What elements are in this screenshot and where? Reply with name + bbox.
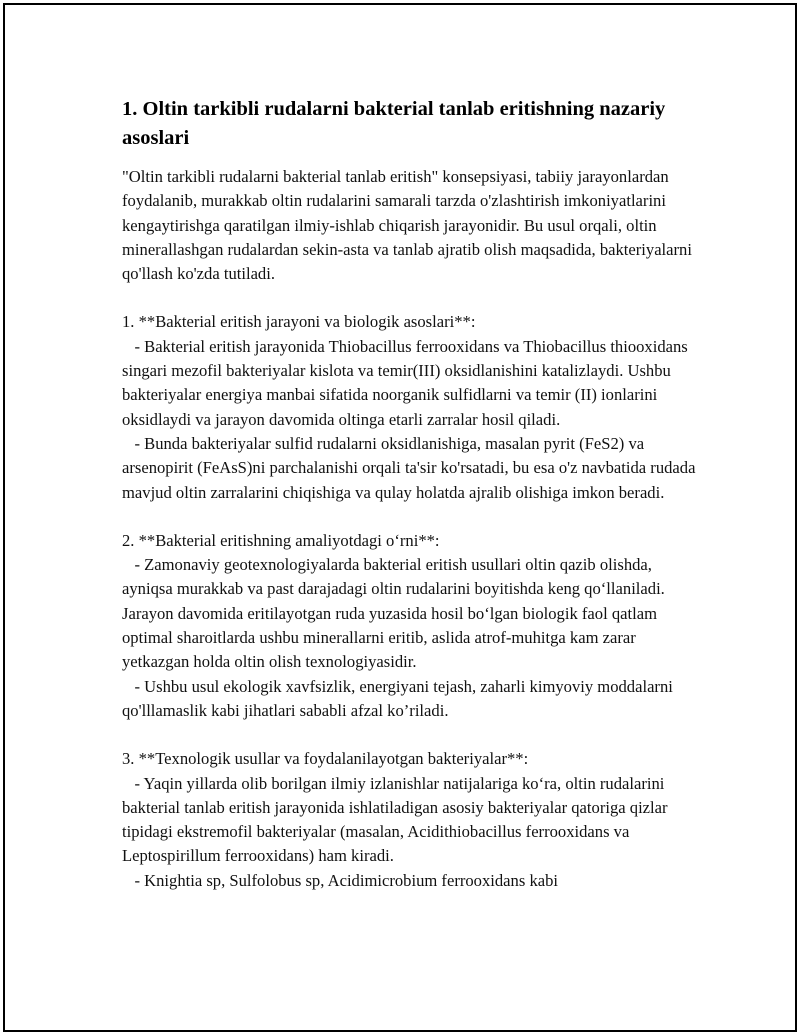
page-frame	[3, 3, 797, 1032]
section-1-item-2: - Bunda bakteriyalar sulfid rudalarni oksidlanishiga, masalan pyrit (FeS2) va arsenopirit (FeAsS)ni parchalanishi orqali ta'sir ko'rsatadi, bu esa o'z navbatida rudada mavjud oltin zarralarini chiqishiga va qulay holatda ajralib olishiga imkon beradi.	[122, 433, 700, 502]
paragraph-spacer	[122, 286, 702, 310]
section-2-item-1: - Zamonaviy geotexnologiyalarda bakterial eritish usullari oltin qazib olishda, ayniqsa murakkab va past darajadagi oltin rudalarini boyitishda keng qo‘llaniladi. Jarayon davomida eritilayotgan ruda yuzasida hosil bo‘lgan biologik faol qatlam optimal sharoitlarda ushbu minerallarni eritib, aslida atrof-muhitga kam zarar yetkazgan holda oltin olish texnologiyasidir.	[122, 555, 669, 672]
section-1-item-1: - Bakterial eritish jarayonida Thiobacillus ferrooxidans va Thiobacillus thiooxidans singari mezofil bakteriyalar kislota va temir(III) oksidlanishini katalizlaydi. Ushbu bakteriyalar energiya manbai sifatida noorganik sulfidlarni va temir (II) ionlarini oksidlaydi va jarayon davomida oltinga etarli zarralar hosil qiladi.	[122, 336, 692, 429]
section-3-item-2: - Knightia sp, Sulfolobus sp, Acidimicrobium ferrooxidans kabi	[122, 870, 559, 890]
paragraph-spacer	[122, 723, 702, 747]
section-1-heading: 1. **Bakterial eritish jarayoni va biologik asoslari**:	[122, 312, 476, 332]
section-2-heading: 2. **Bakterial eritishning amaliyotdagi o‘rni**:	[122, 530, 440, 550]
document-title: 1. Oltin tarkibli rudalarni bakterial tanlab eritishning nazariy asoslari	[122, 98, 666, 149]
intro-paragraph: "Oltin tarkibli rudalarni bakterial tanlab eritish" konsepsiyasi, tabiiy jarayonlardan foydalanib, murakkab oltin rudalarini samarali tarzda o'zlashtirish imkoniyatlarini kengaytirishga qaratilgan ilmiy-ishlab chiqarish jarayonidir. Bu usul orqali, oltin minerallashgan rudalardan sekin-asta va tanlab ajratib olish maqsadida, bakteriyalarni qo'llash ko'zda tutiladi.	[122, 167, 697, 284]
section-2-item-2: - Ushbu usul ekologik xavfsizlik, energiyani tejash, zaharli kimyoviy moddalarni qo'lllamaslik kabi jihatlari sababli afzal ko’riladi.	[122, 676, 678, 720]
section-3-heading: 3. **Texnologik usullar va foydalanilayotgan bakteriyalar**:	[122, 749, 529, 769]
document-body	[122, 95, 702, 893]
section-3-item-1: - Yaqin yillarda olib borilgan ilmiy izlanishlar natijalariga ko‘ra, oltin rudalarini bakterial tanlab eritish jarayonida ishlatiladigan asosiy bakteriyalar qatoriga qizlar tipidagi ekstremofil bakteriyalar (masalan, Acidithiobacillus ferrooxidans va Leptospirillum ferrooxidans) ham kiradi.	[122, 773, 672, 866]
paragraph-spacer	[122, 505, 702, 529]
